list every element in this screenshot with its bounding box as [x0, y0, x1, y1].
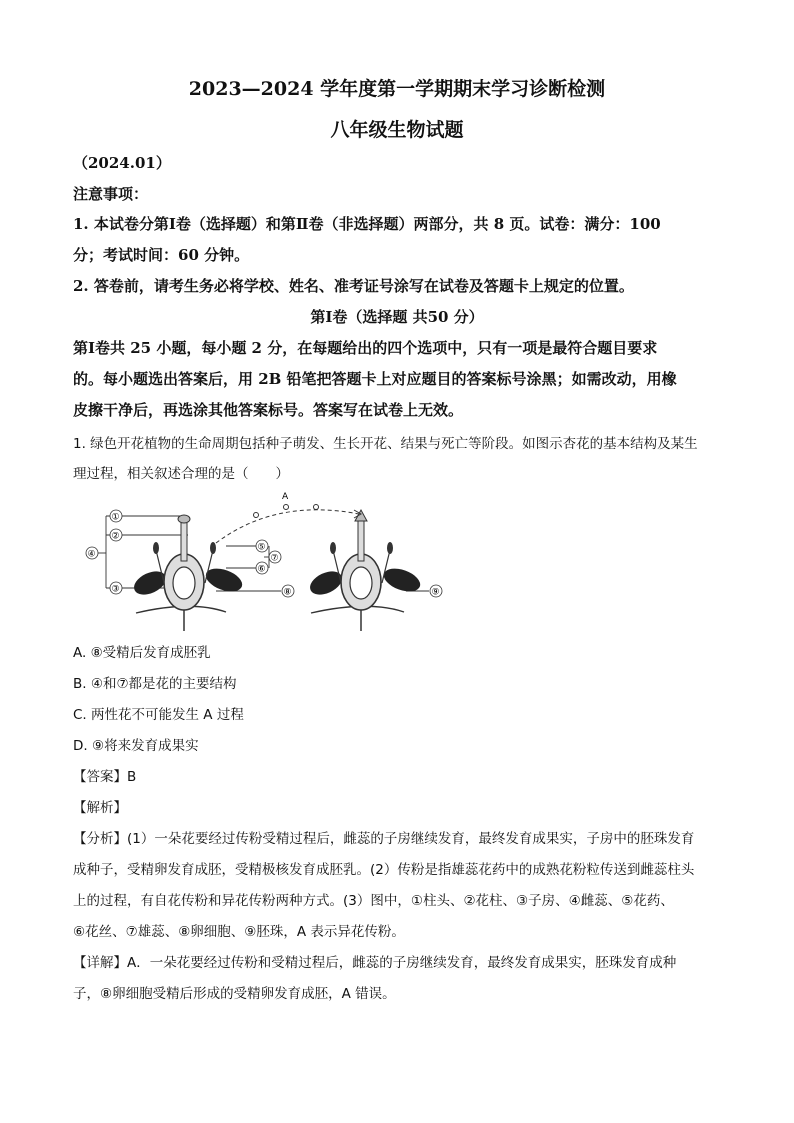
- analysis-heading: 【解析】: [73, 800, 127, 816]
- section-intro-2: 的。每小题选出答案后，用 2B 铅笔把答题卡上对应题目的答案标号涂黑；如需改动，用橡: [73, 370, 677, 388]
- left-flower-drawing: [130, 515, 245, 631]
- pollination-arrow: [216, 510, 359, 543]
- section-intro-1: 第Ⅰ卷共 25 小题，每小题 2 分，在每题给出的四个选项中，只有一项是最符合题目要求: [73, 339, 658, 357]
- exam-date: （2024.01）: [73, 154, 171, 172]
- section-intro-3: 皮擦干净后，再选涂其他答案标号。答案写在试卷上无效。: [73, 401, 464, 419]
- option-b: B. ④和⑦都是花的主要结构: [73, 676, 237, 692]
- question-stem-2: 理过程，相关叙述合理的是（ ）: [73, 466, 289, 482]
- question-stem-1: 1. 绿色开花植物的生命周期包括种子萌发、生长开花、结果与死亡等阶段。如图示杏花的基本结构及某生: [73, 436, 698, 452]
- notice-line-1a: 1. 本试卷分第Ⅰ卷（选择题）和第Ⅱ卷（非选择题）两部分，共 8 页。试卷：满分：100: [73, 215, 661, 233]
- option-a: A. ⑧受精后发育成胚乳: [73, 645, 211, 661]
- notice-line-2: 2. 答卷前，请考生务必将学校、姓名、准考证号涂写在试卷及答题卡上规定的位置。: [73, 277, 634, 295]
- analysis-line-4: ⑥花丝、⑦雄蕊、⑧卵细胞、⑨胚珠，A 表示异花传粉。: [73, 924, 405, 940]
- label-6: ⑥: [257, 564, 266, 575]
- notice-heading: 注意事项：: [73, 185, 149, 203]
- label-8: ⑧: [283, 587, 292, 598]
- analysis-line-3: 上的过程，有自花传粉和异花传粉两种方式。(3）图中，①柱头、②花柱、③子房、④雌蕊、⑤花药、: [73, 893, 674, 909]
- page-title: 2023—2024 学年度第一学期期末学习诊断检测: [188, 78, 606, 100]
- right-flower-drawing: [306, 510, 423, 631]
- label-2: ②: [111, 531, 120, 542]
- label-9: ⑨: [431, 587, 440, 598]
- notice-line-1b: 分；考试时间：60 分钟。: [73, 246, 250, 264]
- analysis-line-2: 成种子，受精卵发育成胚，受精极核发育成胚乳。(2）传粉是指雄蕊花药中的成熟花粉粒传送到雌蕊柱头: [73, 862, 695, 878]
- flower-structure-diagram: [76, 488, 456, 633]
- option-d: D. ⑨将来发育成果实: [73, 738, 199, 754]
- label-5: ⑤: [257, 542, 266, 553]
- arrow-label-a: A: [282, 492, 289, 502]
- section-title: 第Ⅰ卷（选择题 共50 分）: [310, 308, 484, 326]
- label-1: ①: [111, 512, 120, 523]
- analysis-line-1: 【分析】(1）一朵花要经过传粉受精过程后，雌蕊的子房继续发育，最终发育成果实，子房中的胚珠发育: [73, 831, 695, 847]
- option-c: C. 两性花不可能发生 A 过程: [73, 707, 244, 723]
- page-subtitle: 八年级生物试题: [330, 119, 464, 141]
- label-4: ④: [87, 549, 96, 560]
- detail-line-1: 【详解】A．一朵花要经过传粉和受精过程后，雌蕊的子房继续发育，最终发育成果实，胚珠发育成种: [73, 955, 677, 971]
- detail-line-2: 子，⑧卵细胞受精后形成的受精卵发育成胚，A 错误。: [73, 986, 396, 1002]
- label-7: ⑦: [270, 553, 279, 564]
- answer: 【答案】B: [73, 769, 137, 785]
- label-3: ③: [111, 584, 120, 595]
